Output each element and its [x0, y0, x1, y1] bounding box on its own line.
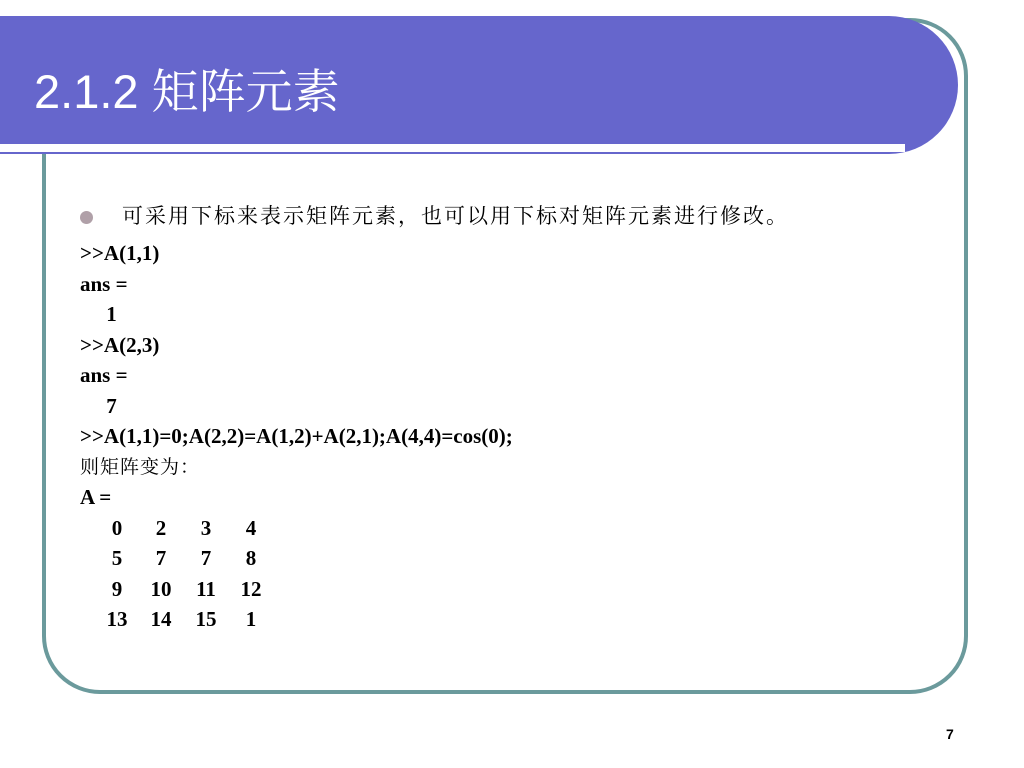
- slide-title: 2.1.2 矩阵元素: [34, 65, 340, 118]
- matrix-cell: 12: [240, 576, 262, 601]
- matrix-cell: 13: [106, 607, 128, 631]
- matrix-label: A =: [80, 485, 112, 509]
- matrix-cell: 1: [245, 607, 257, 631]
- matrix-row: [80, 604, 950, 635]
- matrix-cell: 9: [111, 576, 123, 601]
- code-line: 7: [80, 393, 117, 418]
- matrix-row: [80, 574, 950, 605]
- matrix-cell: 15: [195, 607, 217, 631]
- code-line: >>A(1,1)=0;A(2,2)=A(1,2)+A(2,1);A(4,4)=cos(0);: [80, 424, 513, 448]
- code-line: >>A(2,3): [80, 332, 160, 357]
- title-bar: [0, 16, 958, 154]
- bullet-item: [80, 198, 950, 238]
- matrix-cell: 8: [245, 546, 257, 570]
- matrix-cell: 11: [196, 576, 216, 601]
- code-line: ans =: [80, 271, 128, 296]
- matrix-cell: 3: [200, 515, 212, 540]
- code-line: ans =: [80, 363, 128, 387]
- matrix-cell: 2: [155, 515, 167, 540]
- code-line: >>A(1,1): [80, 241, 160, 265]
- matrix-cell: 10: [150, 576, 172, 601]
- matrix-row: [80, 543, 950, 574]
- matrix-cell: 7: [155, 546, 167, 570]
- matrix-cell: 4: [245, 515, 257, 540]
- matrix-cell: 0: [111, 515, 123, 540]
- bullet-dot-icon: [80, 211, 93, 224]
- matrix-cell: 14: [150, 607, 172, 631]
- matrix-cell: 5: [111, 546, 123, 570]
- bullet-text: 可采用下标来表示矩阵元素，也可以用下标对矩阵元素进行修改。: [122, 204, 789, 228]
- page-number: 7: [946, 726, 954, 742]
- matrix-row: [80, 513, 950, 544]
- matrix-note: 则矩阵变为：: [80, 455, 201, 478]
- code-line: 1: [80, 302, 117, 326]
- title-underline: [0, 144, 905, 152]
- matrix-cell: 7: [200, 546, 212, 570]
- slide-body: [80, 198, 950, 635]
